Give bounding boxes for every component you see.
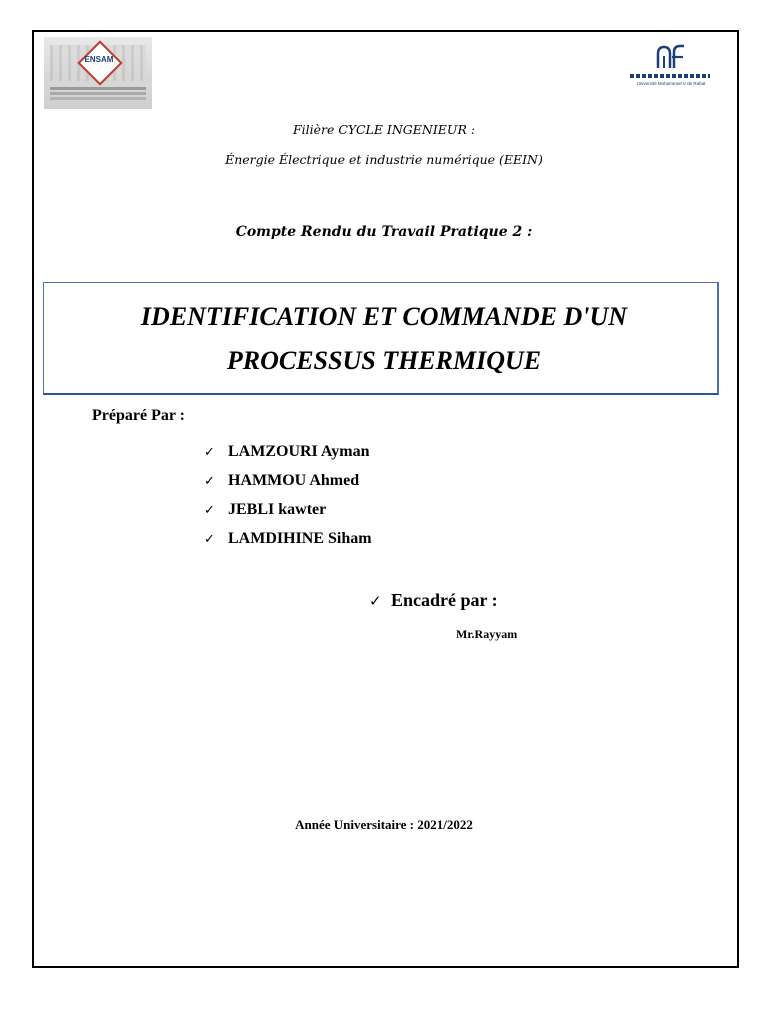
list-item: [204, 472, 372, 501]
supervisor-name: Mr.Rayyam: [456, 627, 518, 641]
university-logo: [630, 44, 712, 90]
compte-rendu-heading: Compte Rendu du Travail Pratique 2 :: [235, 224, 533, 240]
checkmark-icon: ✓: [204, 445, 215, 460]
ensam-logo-caption: [50, 87, 146, 90]
author-list: [204, 443, 372, 559]
ensam-logo-text: ENSAM: [84, 55, 114, 64]
checkmark-icon: ✓: [204, 503, 215, 518]
checkmark-icon: ✓: [204, 532, 215, 547]
document-title-line-1: IDENTIFICATION ET COMMANDE D'UN: [140, 302, 628, 331]
ensam-logo: [44, 37, 152, 109]
specialite-line: Énergie Électrique et industrie numérique (EEIN): [225, 152, 543, 167]
list-item: [204, 443, 372, 472]
checkmark-icon: ✓: [204, 474, 215, 489]
title-box: [43, 282, 719, 395]
filiere-line: Filière CYCLE INGENIEUR :: [292, 122, 476, 137]
supervised-by: [369, 590, 498, 611]
list-item: [204, 501, 372, 530]
academic-year: Année Universitaire : 2021/2022: [295, 817, 473, 832]
supervised-by-label: Encadré par :: [391, 590, 498, 610]
author-name: LAMDIHINE Siham: [228, 530, 372, 547]
list-item: [204, 530, 372, 559]
author-name: HAMMOU Ahmed: [228, 472, 360, 489]
prepared-by-label: Préparé Par :: [92, 407, 185, 424]
author-name: JEBLI kawter: [228, 501, 327, 518]
author-name: LAMZOURI Ayman: [228, 443, 370, 460]
university-name: Université Mohammed V de Rabat: [636, 81, 706, 86]
university-arabic-name: [630, 74, 710, 78]
checkmark-icon: ✓: [369, 592, 382, 610]
document-title-line-2: PROCESSUS THERMIQUE: [226, 346, 542, 375]
university-emblem-icon: [656, 44, 686, 70]
